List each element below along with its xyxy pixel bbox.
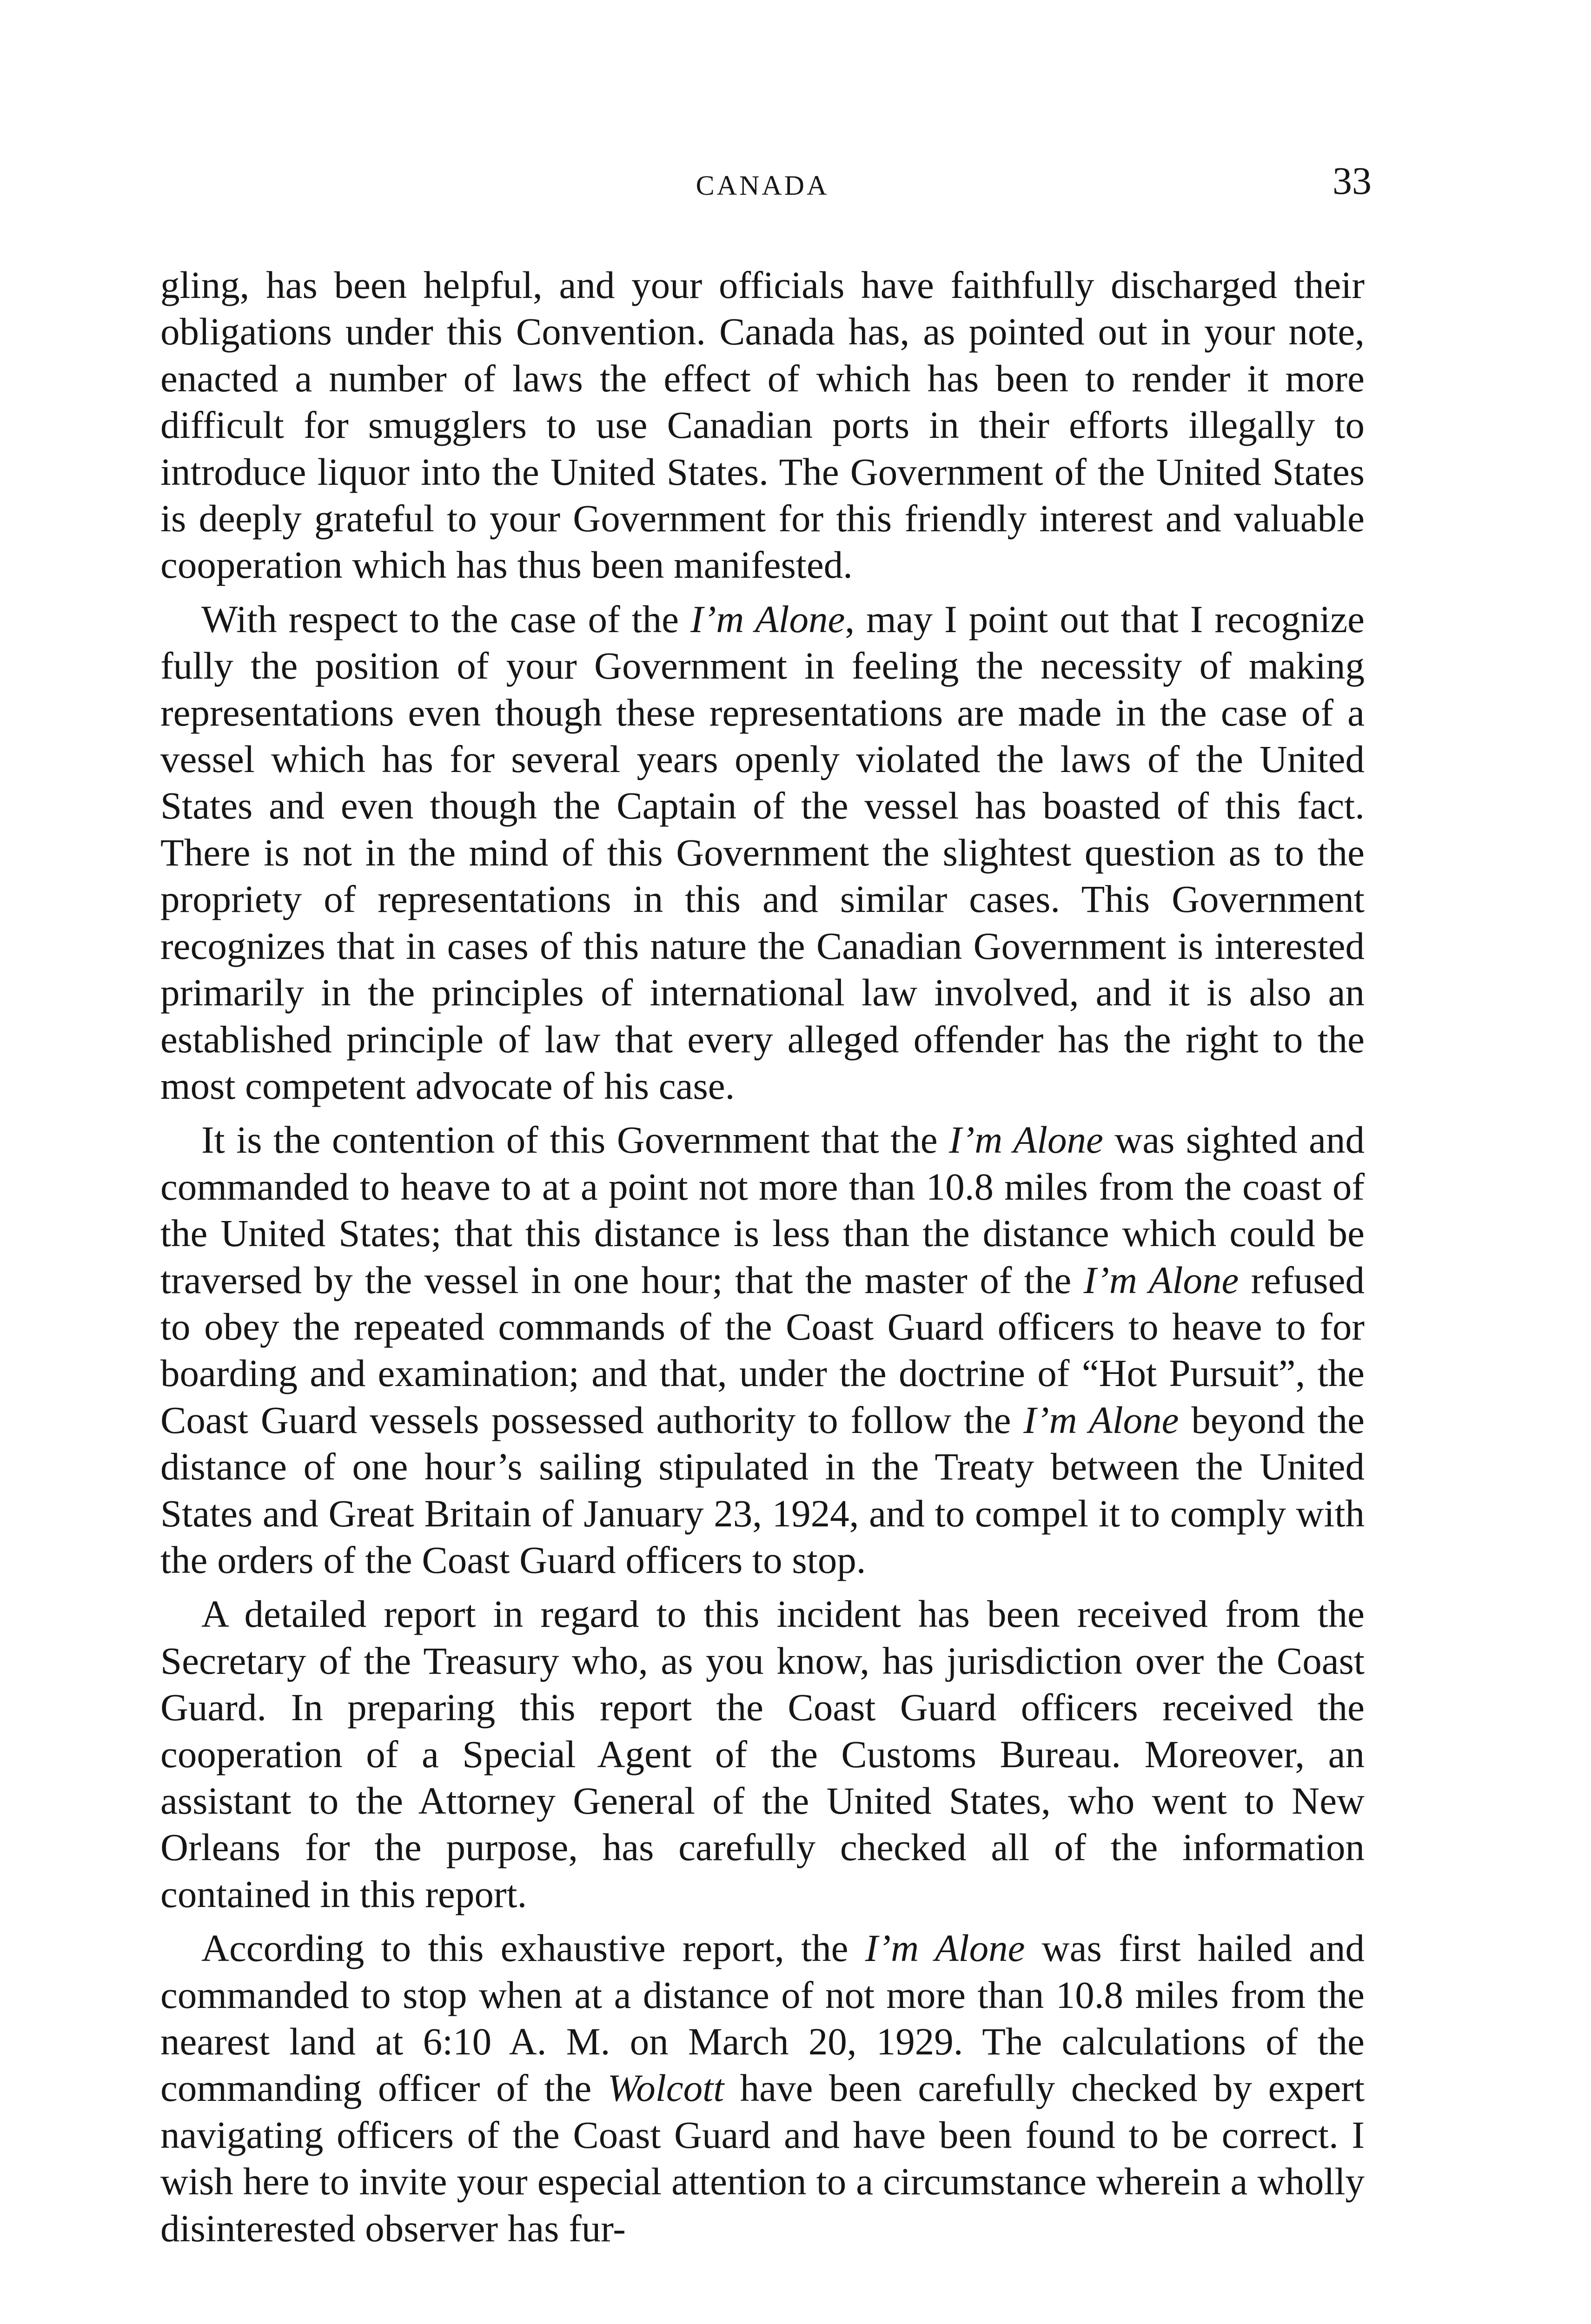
paragraph-3-text-c: refused to obey the repeated commands of the Coast Guard officers to heave to for boarding and examination; and that, under the doctrine of “Hot Pursuit”, the Coast Guard vessels possessed authority to follow the [160, 1258, 1365, 1441]
ship-name: I’m Alone [1023, 1398, 1179, 1441]
paragraph-1: gling, has been helpful, and your officials have faithfully discharged their obligations under this Convention. Canada has, as pointed out in your note, enacted a number of laws the effect of which has been to render it more difficult for smugglers to use Canadian ports in their efforts illegally to introduce liquor into the United States. The Government of the United States is deeply grateful to your Government for this friendly interest and valuable cooperation which has thus been manifested. [160, 264, 1365, 587]
paragraph-5-text-b: was first hailed and commanded to stop when at a distance of not more than 10.8 miles from the nearest land at 6:10 A. M. on March 20, 1929. The calculations of the commanding officer of the [160, 1927, 1365, 2110]
ship-name: I’m Alone [1083, 1258, 1239, 1301]
paragraph-3-text-b: was sighted and commanded to heave to at a point not more than 10.8 miles from the coast of the United States; that this distance is less than the distance which could be traversed by the vessel in one hour; that the master of the [160, 1118, 1365, 1301]
document-page [160, 159, 1372, 2259]
paragraph-4: A detailed report in regard to this incident has been received from the Secretary of the Treasury who, as you know, has jurisdiction over the Coast Guard. In preparing this report the Coast Guard officers received the cooperation of a Special Agent of the Customs Bureau. Moreover, an assistant to the Attorney General of the United States, who went to New Orleans for the purpose, has carefully checked all of the information contained in this report. [160, 1592, 1365, 1915]
paragraph-3 [160, 1116, 1365, 1583]
paragraph-2 [160, 596, 1365, 1109]
paragraph-2-text-a: With respect to the case of the [201, 597, 690, 640]
ship-name: I’m Alone [949, 1118, 1103, 1162]
ship-name: I’m Alone [865, 1927, 1025, 1970]
body-text [160, 262, 1365, 2251]
ship-name: Wolcott [607, 2067, 724, 2110]
ship-name: I’m Alone [690, 597, 845, 640]
paragraph-5-text-a: According to this exhaustive report, the [201, 1927, 865, 1970]
paragraph-3-text-d: beyond the distance of one hour’s sailing stipulated in the Treaty between the United States and Great Britain of January 23, 1924, and to compel it to comply with the orders of the Coast Guard officers to stop. [160, 1398, 1365, 1581]
paragraph-2-text-b: , may I point out that I recognize fully the position of your Government in feeling the necessity of making representations even though these representations are made in the case of a vessel which has for several years openly violated the laws of the United States and even though the Captain of the vessel has boasted of this fact. There is not in the mind of this Government the slightest question as to the propriety of representations in this and similar cases. This Government recognizes that in cases of this nature the Canadian Government is interested primarily in the principles of international law involved, and it is also an established principle of law that every alleged offender has the right to the most competent advocate of his case. [160, 597, 1365, 1107]
running-title: CANADA [696, 170, 829, 201]
paragraph-5-text-c: have been carefully checked by expert navigating officers of the Coast Guard and have been found to be correct. I wish here to invite your especial attention to a circumstance wherein a wholly disinterested observer has fur- [160, 2067, 1365, 2250]
paragraph-5 [160, 1925, 1365, 2251]
page-number: 33 [1332, 159, 1372, 203]
running-head [160, 159, 1372, 207]
paragraph-3-text-a: It is the contention of this Government that the [201, 1118, 949, 1162]
